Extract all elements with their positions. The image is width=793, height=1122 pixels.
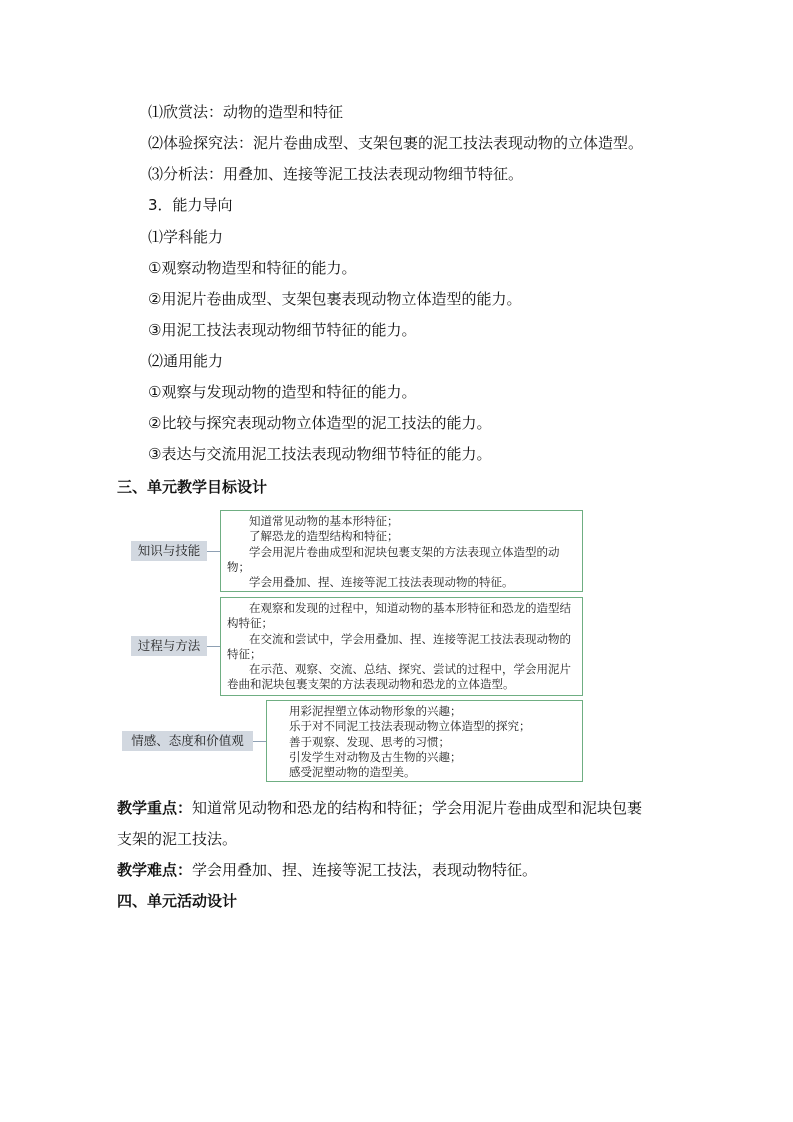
goal-text: 用彩泥捏塑立体动物形象的兴趣； — [289, 704, 462, 718]
goal-label-attitude: 情感、态度和价值观 — [122, 731, 253, 751]
general-ability-title: ⑵通用能力 — [148, 352, 224, 370]
goal-text: 在交流和尝试中，学会用叠加、捏、连接等泥工技法表现动物的特征； — [227, 631, 571, 661]
goal-label-knowledge: 知识与技能 — [131, 541, 207, 561]
connector-line — [207, 646, 220, 647]
goal-text: 了解恐龙的造型结构和特征； — [249, 529, 399, 544]
key-point-continued: 支架的泥工技法。 — [117, 830, 238, 848]
key-point — [117, 797, 642, 819]
goal-text: 知道常见动物的基本形特征； — [249, 514, 399, 528]
general-ability-item: ②比较与探究表现动物立体造型的泥工技法的能力。 — [148, 414, 492, 432]
method-experience: ⑵体验探究法：泥片卷曲成型、支架包裹的泥工技法表现动物的立体造型。 — [148, 134, 644, 152]
goal-text: 感受泥塑动物的造型美。 — [289, 765, 416, 780]
goal-text: 乐于对不同泥工技法表现动物立体造型的探究； — [289, 719, 531, 734]
section-ability-orientation: 3．能力导向 — [148, 196, 233, 214]
subject-ability-title: ⑴学科能力 — [148, 228, 224, 246]
goal-box-process — [220, 597, 583, 696]
section-heading-goals: 三、单元教学目标设计 — [117, 478, 268, 496]
key-point-label: 教学重点： — [117, 799, 193, 817]
goal-text: 在示范、观察、交流、总结、探究、尝试的过程中，学会用泥片卷曲和泥块包裹支架的方法表现动物和恐龙的立体造型。 — [227, 662, 571, 692]
method-analysis: ⑶分析法：用叠加、连接等泥工技法表现动物细节特征。 — [148, 165, 524, 183]
method-appreciation: ⑴欣赏法：动物的造型和特征 — [148, 103, 344, 121]
goal-text: 学会用叠加、捏、连接等泥工技法表现动物的特征。 — [249, 575, 514, 590]
difficult-point — [117, 859, 537, 881]
general-ability-item: ①观察与发现动物的造型和特征的能力。 — [148, 383, 417, 401]
general-ability-item: ③表达与交流用泥工技法表现动物细节特征的能力。 — [148, 445, 492, 463]
goal-text: 引发学生对动物及古生物的兴趣； — [289, 749, 462, 764]
goal-text: 善于观察、发现、思考的习惯； — [289, 734, 450, 749]
subject-ability-item: ②用泥片卷曲成型、支架包裹表现动物立体造型的能力。 — [148, 290, 522, 308]
goal-text: 在观察和发现的过程中，知道动物的基本形特征和恐龙的造型结构特征； — [227, 601, 571, 631]
connector-line — [207, 551, 220, 552]
difficult-point-label: 教学难点： — [117, 861, 193, 879]
key-point-text: 知道常见动物和恐龙的结构和特征；学会用泥片卷曲成型和泥块包裹 — [192, 799, 643, 817]
goal-text: 学会用泥片卷曲成型和泥块包裹支架的方法表现立体造型的动物； — [227, 544, 560, 574]
subject-ability-item: ①观察动物造型和特征的能力。 — [148, 259, 357, 277]
goal-box-attitude — [266, 700, 583, 782]
subject-ability-item: ③用泥工技法表现动物细节特征的能力。 — [148, 321, 417, 339]
section-heading-activities: 四、单元活动设计 — [117, 892, 238, 910]
connector-line — [253, 741, 266, 742]
goal-label-process: 过程与方法 — [131, 636, 207, 656]
difficult-point-text: 学会用叠加、捏、连接等泥工技法，表现动物特征。 — [192, 861, 538, 879]
goal-box-knowledge — [220, 510, 583, 592]
